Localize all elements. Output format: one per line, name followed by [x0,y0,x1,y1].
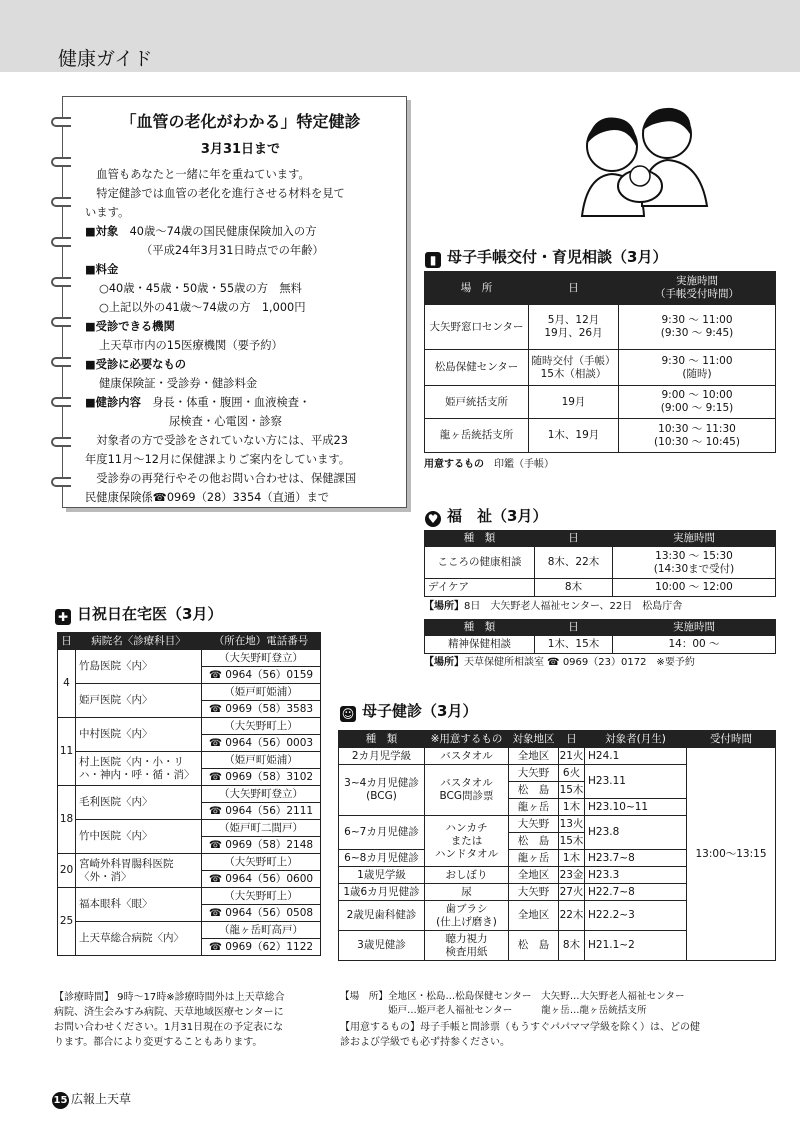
boshi-title: 母子手帳交付・育児相談（3月） [447,248,668,266]
cell: 9:00 ～ 10:00 (9:00 ～ 9:15) [619,386,776,419]
cell: 9:30 ～ 11:00 (随時) [619,350,776,386]
hospital-location: （姫戸町姫浦） [202,752,321,769]
cell: H23.8 [585,816,687,850]
cell: 松 島 [509,782,559,799]
page-header [0,0,800,72]
cell: 10:30 ～ 11:30 (10:30 ～ 10:45) [619,419,776,453]
cell: 8木 [559,931,585,961]
note-text: 印鑑（手帳） [494,459,554,470]
hospital-name: 村上医院〈内・小・リハ・神内・呼・循・消〉 [76,752,202,786]
boshikenshin-title: 母子健診（3月） [362,702,478,720]
cell: 龍ヶ岳統括支所 [425,419,529,453]
cell: 10:00 ～ 12:00 [613,579,776,597]
cell: 大矢野 [509,816,559,833]
th: 日 [535,531,613,547]
fee-line: ○40歳・45歳・50歳・55歳の方 無料 [99,282,302,295]
page-title: 健康ガイド [58,48,153,70]
fukushi-place [424,600,682,614]
hospital-name: 竹中医院〈内〉 [76,820,202,854]
table-header: （所在地）電話番号 [202,633,321,650]
target-label: ■対象 [85,225,119,238]
bk-place [340,990,685,1018]
content-text2: 尿検査・心電図・診察 [169,415,282,428]
cell: 松 島 [509,931,559,961]
bk-place-line: 【場 所】全地区・松島…松島保健センター 大矢野…大矢野老人福祉センター [340,991,685,1002]
kenshin-note: 民健康保険係☎0969（28）3354（直通）まで [85,491,330,504]
hospital-phone: ☎ 0964（56）0159 [202,667,321,684]
cell: H22.2~3 [585,901,687,931]
zaitaku-note: ります。都合により変更することもあります。 [54,1037,263,1048]
cell: 龍ヶ岳 [509,850,559,867]
hospital-name: 宮崎外科胃腸科医院〈外・消〉 [76,854,202,888]
cell: 15木 [559,782,585,799]
table-header: 対象者(月生) [585,731,687,748]
hospital-phone: ☎ 0964（56）2111 [202,803,321,820]
table-header: 日 [58,633,76,650]
hospital-name: 毛利医院〈内〉 [76,786,202,820]
cell: 2カ月児学級 [339,748,425,765]
fee-label: ■料金 [85,263,119,276]
day-cell: 18 [58,786,76,854]
cell: 27火 [559,884,585,901]
hospital-name: 姫戸医院〈内〉 [76,684,202,718]
cell: おしぼり [425,867,509,884]
cell: 6~7カ月児健診 [339,816,425,850]
hospital-phone: ☎ 0969（58）3583 [202,701,321,718]
zaitaku-title-row [55,603,222,625]
hospital-name: 竹島医院〈内〉 [76,650,202,684]
cell: 6~8カ月児健診 [339,850,425,867]
boshikenshin-title-row [340,700,477,722]
bk-need-line: 【用意するもの】母子手帳と問診票（もうすぐパパママ学級を除く）は、どの健 [340,1022,700,1033]
cell: 14：00 ～ [613,636,776,654]
cell: H23.3 [585,867,687,884]
cell: ハンカチ または ハンドタオル [425,816,509,867]
hospital-location: （姫戸町姫浦） [202,684,321,701]
kenshin-line: います。 [85,206,130,219]
content-label: ■健診内容 [85,396,141,409]
page-number: 15 [52,1092,69,1109]
fee-line: ○上記以外の41歳～74歳の方 1,000円 [99,301,306,314]
cell: 2歳児歯科健診 [339,901,425,931]
cell: 尿 [425,884,509,901]
cell: 3歳児健診 [339,931,425,961]
zaitaku-note: 病院、済生会みすみ病院、天草地域医療センターに [54,1007,284,1018]
baby-face-icon: ☺ [341,707,355,721]
hospital-location: （大矢野町登立） [202,650,321,667]
cell: 23金 [559,867,585,884]
cell: 13:30 ～ 15:30 (14:30まで受付) [613,547,776,579]
cell: 8木、22木 [535,547,613,579]
fukushi-title: 福 祉（3月） [447,507,548,525]
note-label: 用意するもの [424,459,484,470]
cell: H22.7~8 [585,884,687,901]
kenshin-deadline: 3月31日まで [200,142,281,157]
cell: デイケア [425,579,535,597]
cell: 5月、12月 19月、26月 [529,305,619,350]
family-illustration [572,96,712,246]
cell: 1木、15木 [535,636,613,654]
kenshin-line: 血管もあなたと一緒に年を重ねています。 [85,168,310,181]
cell: 15木 [559,833,585,850]
cell: 6火 [559,765,585,782]
cell: 全地区 [509,901,559,931]
th: 実施時間 （手帳受付時間） [619,272,776,305]
cell: 大矢野 [509,765,559,782]
hospital-phone: ☎ 0964（56）0600 [202,871,321,888]
boshi-note [424,458,554,472]
cell: 1木 [559,850,585,867]
cell: 1歳児学級 [339,867,425,884]
fukushi-place2 [424,656,695,670]
cell: 全地区 [509,867,559,884]
hospital-phone: ☎ 0964（56）0508 [202,905,321,922]
day-cell: 4 [58,650,76,718]
th: 種 類 [425,531,535,547]
zaitaku-title: 日祝日在宅医（3月） [77,605,223,623]
boshi-table [424,271,776,453]
kenshin-note: 年度11月～12月に保健課よりご案内をしています。 [85,453,351,466]
cell: H24.1 [585,748,687,765]
content-text: 身長・体重・腹囲・血液検査・ [152,396,311,409]
kenshin-notice [62,96,407,508]
hospital-location: （姫戸町二間戸） [202,820,321,837]
hospital-phone: ☎ 0964（56）0003 [202,735,321,752]
cell: 1木 [559,799,585,816]
th: 日 [529,272,619,305]
table-header: 病院名〈診療科目〉 [76,633,202,650]
table-header: 対象地区 [509,731,559,748]
kenshin-note: 受診券の再発行やその他お問い合わせは、保健課国 [85,472,357,485]
place-text: 8日 大矢野老人福祉センター、22日 松島庁舎 [464,601,683,612]
th: 実施時間 [613,620,776,636]
hospital-name: 上天草総合病院〈内〉 [76,922,202,956]
cell: バスタオル BCG問診票 [425,765,509,816]
cell: 大矢野窓口センター [425,305,529,350]
hospital-location: （大矢野町上） [202,854,321,871]
cell: 松 島 [509,833,559,850]
place-text: 天草保健所相談室 ☎ 0969（23）0172 ※要予約 [464,657,695,668]
cell: 8木 [535,579,613,597]
day-cell: 20 [58,854,76,888]
cell: H23.11 [585,765,687,799]
cell: 3~4カ月児健診 (BCG) [339,765,425,816]
hospital-location: （大矢野町上） [202,888,321,905]
fukushi-table [424,530,776,597]
hospital-phone: ☎ 0969（58）3102 [202,769,321,786]
bk-need [340,1020,700,1050]
cell: 全地区 [509,748,559,765]
hospital-location: （大矢野町上） [202,718,321,735]
fukushi-table2 [424,619,776,654]
need-label: ■受診に必要なもの [85,358,187,371]
table-header: 種 類 [339,731,425,748]
cell: 精神保健相談 [425,636,535,654]
hospital-location: （大矢野町登立） [202,786,321,803]
kenshin-title: 「血管の老化がわかる」特定健診 [120,112,361,131]
cell: こころの健康相談 [425,547,535,579]
cell: H23.7~8 [585,850,687,867]
cell: H23.10~11 [585,799,687,816]
cell: 龍ヶ岳 [509,799,559,816]
baby-bottle-icon: ▮ [425,252,441,268]
table-header: 日 [559,731,585,748]
target-text2: （平成24年3月31日時点での年齢） [141,244,324,257]
publication-name: 広報上天草 [71,1092,132,1106]
cell: 19月 [529,386,619,419]
hospital-location: （龍ヶ岳町高戸） [202,922,321,939]
day-cell: 11 [58,718,76,786]
cell: バスタオル [425,748,509,765]
page-footer [52,1090,131,1109]
th: 場 所 [425,272,529,305]
cell: H21.1~2 [585,931,687,961]
fukushi-title-row [425,505,547,527]
heart-icon: ♥ [425,511,441,527]
cell: 姫戸統括支所 [425,386,529,419]
place-label: 【場所】 [424,601,464,612]
cell: 22木 [559,901,585,931]
reception-time: 13:00～13:15 [687,748,776,961]
cell: 松島保健センター [425,350,529,386]
bk-need-line: 診および学級でも必ず持参ください。 [340,1037,510,1048]
th: 実施時間 [613,531,776,547]
cell: 1歳6カ月児健診 [339,884,425,901]
cell: 聴力視力 検査用紙 [425,931,509,961]
hospital-phone: ☎ 0969（62）1122 [202,939,321,956]
th: 種 類 [425,620,535,636]
boshi-title-row [425,246,667,268]
day-cell: 25 [58,888,76,956]
cell: 大矢野 [509,884,559,901]
kenshin-line: 特定健診では血管の老化を進行させる材料を見て [85,187,345,200]
boshikenshin-table [338,730,776,961]
kenshin-note: 対象者の方で受診をされていない方には、平成23 [85,434,348,447]
zaitaku-notes [54,990,326,1050]
cell: 随時交付（手帳） 15木（相談） [529,350,619,386]
cell: 13火 [559,816,585,833]
place-label: 【場所】 [424,657,464,668]
zaitaku-table [57,632,321,956]
cell: 1木、19月 [529,419,619,453]
cell: 9:30 ～ 11:00 (9:30 ～ 9:45) [619,305,776,350]
zaitaku-note: 【診療時間】 9時～17時※診療時間外は上天草総合 [54,992,285,1003]
hospital-name: 福本眼科〈眼〉 [76,888,202,922]
bk-place-line: 姫戸…姫戸老人福祉センター 龍ヶ岳…龍ヶ岳統括支所 [340,1005,647,1016]
th: 日 [535,620,613,636]
hospital-name: 中村医院〈内〉 [76,718,202,752]
table-header: ※用意するもの [425,731,509,748]
hospital-phone: ☎ 0969（58）2148 [202,837,321,854]
inst-text: 上天草市内の15医療機関（要予約） [99,339,283,352]
cell: 21火 [559,748,585,765]
medical-cross-icon: ✚ [55,609,71,625]
cell: 歯ブラシ (仕上げ磨き) [425,901,509,931]
zaitaku-note: お問い合わせください。1月31日現在の予定表にな [54,1022,284,1033]
table-header: 受付時間 [687,731,776,748]
need-text: 健康保険証・受診券・健診料金 [99,377,258,390]
inst-label: ■受診できる機関 [85,320,175,333]
target-text: 40歳～74歳の国民健康保険加入の方 [129,225,317,238]
